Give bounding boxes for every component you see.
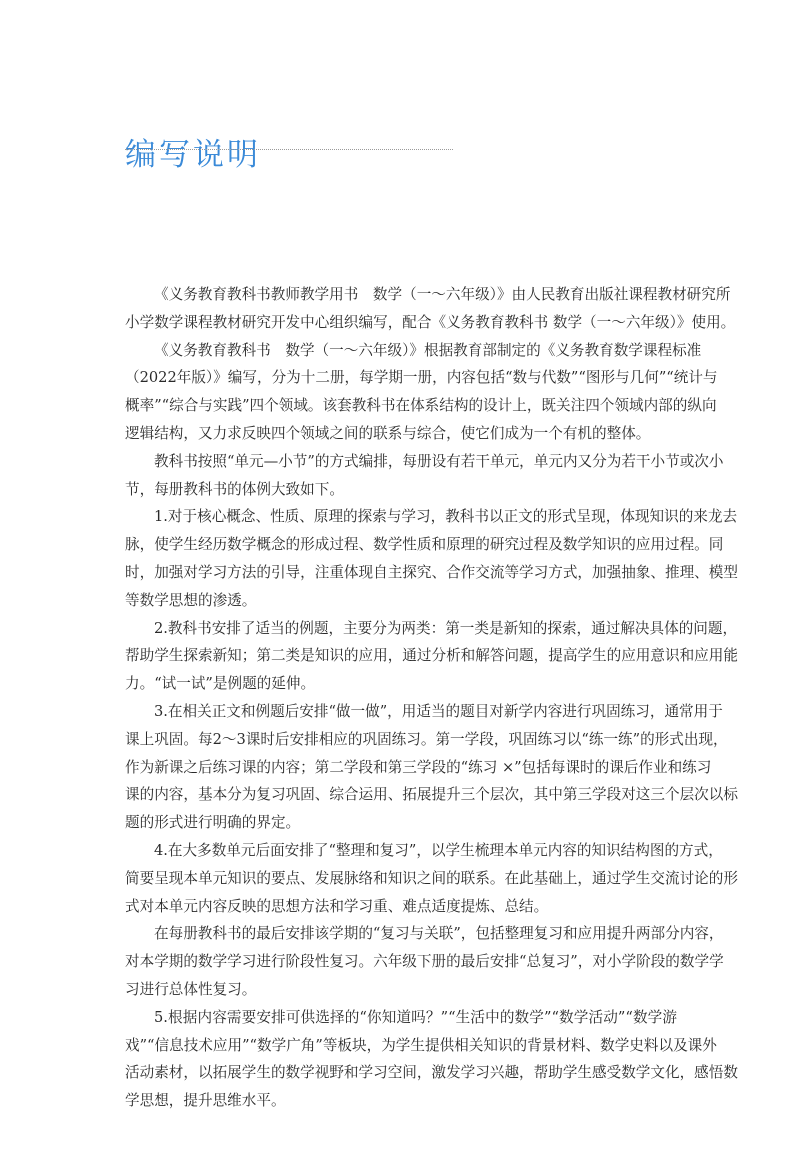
paragraph bbox=[125, 281, 736, 337]
text-line: 课上巩固。每2～3课时后安排相应的巩固练习。第一学段，巩固练习以“练一练”的形式出现， bbox=[125, 730, 728, 748]
text-line: 5.根据内容需要安排可供选择的“你知道吗？”“生活中的数学”“数学活动”“数学游 bbox=[154, 1008, 677, 1026]
text-line: 2.教科书安排了适当的例题，主要分为两类：第一类是新知的探索，通过解决具体的问题， bbox=[154, 619, 738, 637]
page-title: 编写说明 bbox=[125, 136, 261, 173]
text-line: 式对本单元内容反映的思想方法和学习重、难点适度提炼、总结。 bbox=[125, 897, 549, 915]
text-line: 帮助学生探索新知；第二类是知识的应用，通过分析和解答问题，提高学生的应用意识和应用能 bbox=[125, 647, 738, 665]
text-line: 习进行总体性复习。 bbox=[125, 980, 257, 998]
text-line: 学思想，提升思维水平。 bbox=[125, 1092, 286, 1110]
text-line: 《义务教育教科书 数学（一～六年级）》根据教育部制定的《义务教育数学课程标准 bbox=[154, 341, 702, 359]
text-line: 逻辑结构，又力求反映四个领域之间的联系与综合，使它们成为一个有机的整体。 bbox=[125, 424, 651, 442]
text-line: 脉，使学生经历数学概念的形成过程、数学性质和原理的研究过程及数学知识的应用过程。同 bbox=[125, 536, 724, 554]
text-line: 1.对于核心概念、性质、原理的探索与学习，教科书以正文的形式呈现，体现知识的来龙去 bbox=[154, 508, 738, 526]
title-divider bbox=[125, 149, 453, 150]
text-line: 力。“试一试”是例题的延伸。 bbox=[125, 675, 316, 693]
text-line: 概率”“综合与实践”四个领域。该套教科书在体系结构的设计上，既关注四个领域内部的纵向 bbox=[125, 397, 717, 415]
text-line: 小学数学课程教材研究开发中心组织编写，配合《义务教育教科书 数学（一～六年级）》使用。 bbox=[125, 313, 736, 331]
text-line: 《义务教育教科书教师教学用书 数学（一～六年级）》由人民教育出版社课程教材研究所 bbox=[154, 286, 731, 303]
text-line: 4.在大多数单元后面安排了“整理和复习”，以学生梳理本单元内容的知识结构图的方式， bbox=[154, 841, 723, 859]
text-line: 题的形式进行明确的界定。 bbox=[125, 814, 301, 832]
paragraph bbox=[125, 448, 724, 504]
text-line: 教科书按照“单元—小节”的方式编排，每册设有若干单元，单元内又分为若干小节或次小 bbox=[154, 452, 724, 470]
text-line: 戏”“信息技术应用”“数学广角”等板块，为学生提供相关知识的背景材料、数学史料以及课外 bbox=[125, 1036, 717, 1054]
paragraph bbox=[125, 503, 738, 614]
text-line: 在每册教科书的最后安排该学期的“复习与关联”，包括整理复习和应用提升两部分内容， bbox=[154, 925, 724, 943]
text-line: 活动素材，以拓展学生的数学视野和学习空间，激发学习兴趣，帮助学生感受数学文化，感悟数 bbox=[125, 1064, 738, 1082]
text-line: 时，加强对学习方法的引导，注重体现自主探究、合作交流等学习方式，加强抽象、推理、模型 bbox=[125, 563, 738, 581]
text-line: 简要呈现本单元知识的要点、发展脉络和知识之间的联系。在此基础上，通过学生交流讨论的形 bbox=[125, 869, 738, 887]
paragraph bbox=[125, 920, 724, 1003]
text-line: 节，每册教科书的体例大致如下。 bbox=[125, 480, 344, 498]
document-body bbox=[125, 281, 738, 1115]
paragraph bbox=[125, 615, 738, 698]
text-line: 3.在相关正文和例题后安排“做一做”，用适当的题目对新学内容进行巩固练习，通常用于 bbox=[154, 702, 723, 720]
text-line: 等数学思想的渗透。 bbox=[125, 591, 257, 609]
text-line: （2022年版）》编写，分为十二册，每学期一册，内容包括“数与代数”“图形与几何”“统计与 bbox=[125, 369, 718, 387]
text-line: 作为新课之后练习课的内容；第二学段和第三学段的“练习 ×”包括每课时的课后作业和练习 bbox=[125, 758, 712, 776]
paragraph bbox=[125, 698, 738, 837]
text-line: 课的内容，基本分为复习巩固、综合运用、拓展提升三个层次，其中第三学段对这三个层次以标 bbox=[125, 786, 738, 804]
paragraph bbox=[125, 1004, 738, 1115]
paragraph bbox=[125, 337, 718, 448]
text-line: 对本学期的数学学习进行阶段性复习。六年级下册的最后安排“总复习”，对小学阶段的数学学 bbox=[125, 953, 724, 971]
paragraph bbox=[125, 837, 738, 920]
